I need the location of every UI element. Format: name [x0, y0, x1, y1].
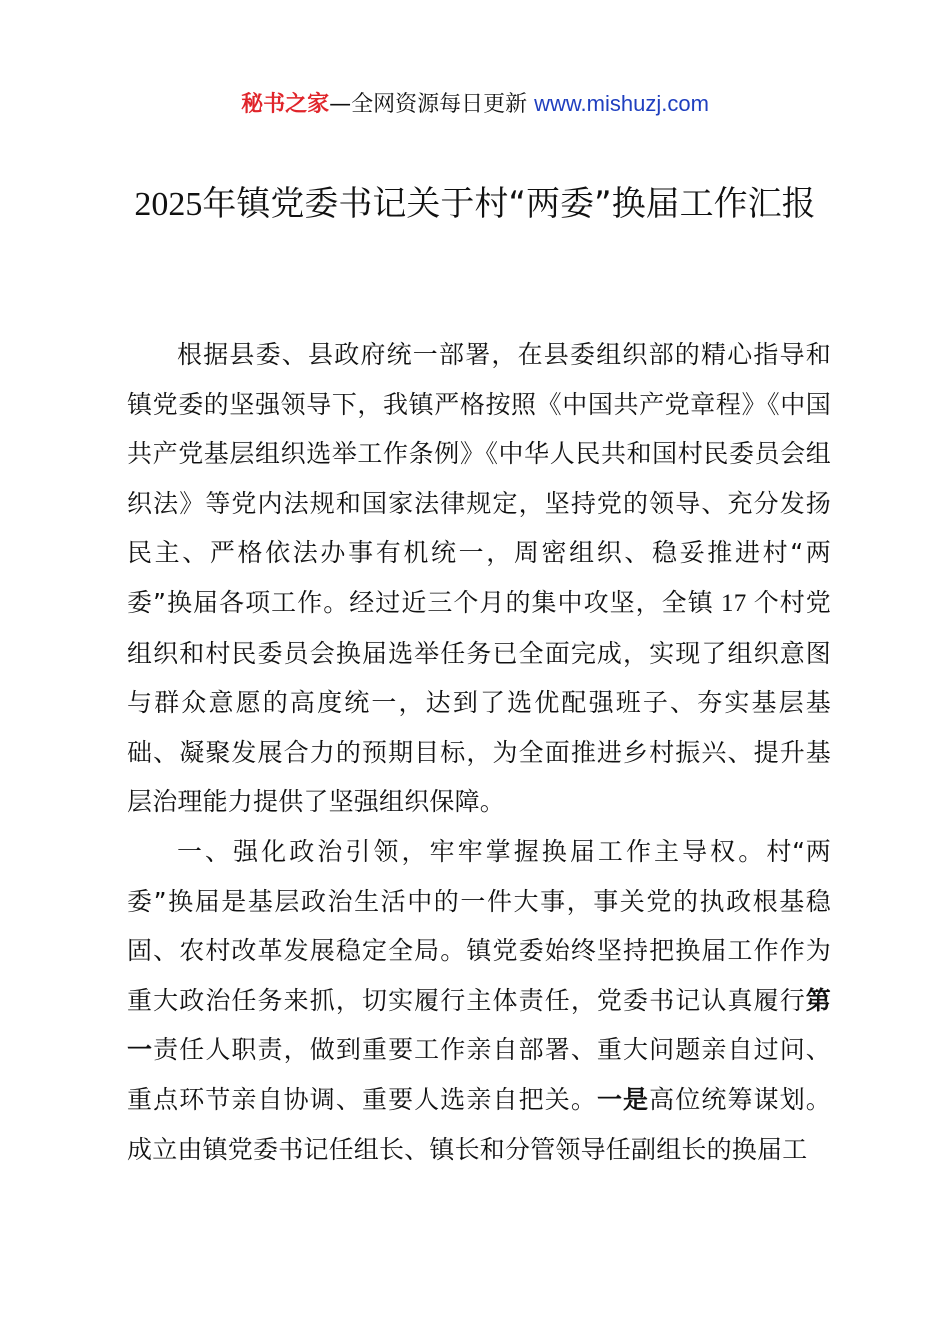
paragraph-intro [127, 330, 831, 827]
section-one-bold-point: 一是 [596, 1084, 650, 1114]
paragraph-intro-part2: 个村党组织和村民委员会换届选举任务已全面完成，实现了组织意图与群众意愿的高度统一，达到了选优配强班子、夯实基层基础、凝聚发展合力的预期目标，为全面推进乡村振兴、提升基层治理能力提供了坚强组织保障。 [127, 587, 831, 817]
document-title [100, 180, 850, 229]
header-slogan: —全网资源每日更新 [329, 92, 535, 117]
section-one-heading: 一、强化政治引领，牢牢掌握换届工作主导权。 [177, 836, 767, 866]
brand-name: 秘书之家 [241, 92, 330, 117]
section-one-part3: 高位统筹谋划。成立由镇党委书记任组长、镇长和分管领导任副组长的换届工 [127, 1084, 831, 1164]
site-url-link[interactable]: www.mishuzj.com [534, 91, 709, 116]
section-one-bold-first: 第一 [127, 985, 831, 1065]
title-text: 年镇党委书记关于村“两委”换届工作汇报 [202, 184, 816, 224]
title-year: 2025 [134, 186, 203, 223]
village-count: 17 [713, 589, 754, 617]
paragraph-intro-part1: 根据县委、县政府统一部署，在县委组织部的精心指导和镇党委的坚强领导下，我镇严格按照《中国共产党章程》《中国共产党基层组织选举工作条例》《中华人民共和国村民委员会组织法》等党内法规和国家法律规定，坚持党的领导、充分发扬民主、严格依法办事有机统一，周密组织、稳妥推进村“两委”换届各项工作。经过近三个月的集中攻坚，全镇 [127, 340, 831, 617]
document-body [127, 330, 831, 1174]
section-one-part1: 村“两委”换届是基层政治生活中的一件大事，事关党的执政根基稳固、农村改革发展稳定全局。镇党委始终坚持把换届工作作为重大政治任务来抓，切实履行主体责任，党委书记认真履行 [127, 836, 831, 1015]
site-header-banner [0, 86, 950, 123]
paragraph-section-one [127, 827, 831, 1174]
section-one-part2: 责任人职责，做到重要工作亲自部署、重大问题亲自过问、重点环节亲自协调、重要人选亲自把关。 [127, 1035, 831, 1114]
